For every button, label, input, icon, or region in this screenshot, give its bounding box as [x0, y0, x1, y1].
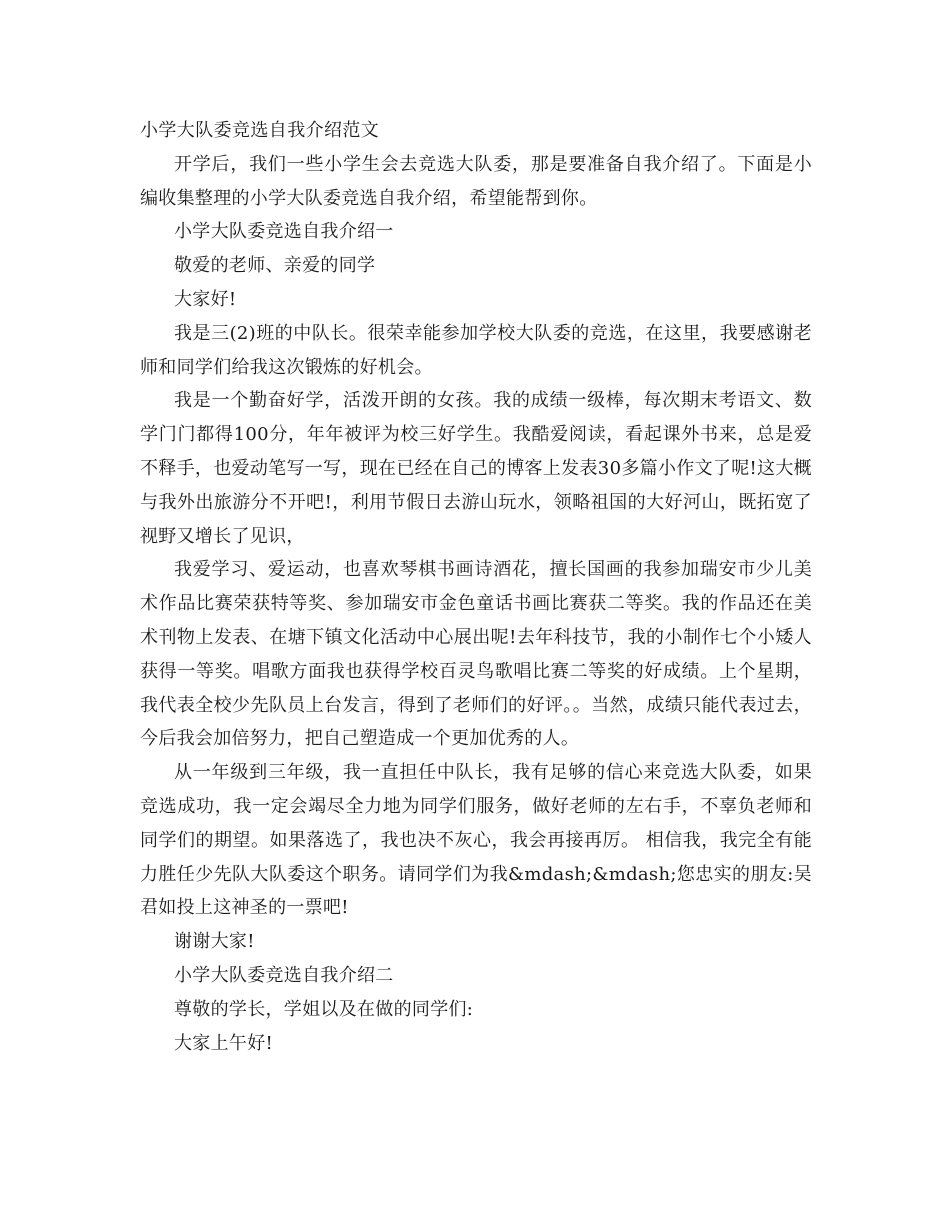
paragraph-study: 我是一个勤奋好学，活泼开朗的女孩。我的成绩一级棒，每次期末考语文、数学门门都得100分，年年被评为校三好学生。我酷爱阅读，看起课外书来，总是爱不释手，也爱动笔写一写，现在已经在自己的博客上发表30多篇小作文了呢!这大概与我外出旅游分不开吧!，利用节假日去游山玩水，领略祖国的大好河山，既拓宽了视野又增长了见识， — [140, 390, 812, 547]
paragraph-intro: 开学后，我们一些小学生会去竞选大队委，那是要准备自我介绍了。下面是小编收集整理的小学大队委竞选自我介绍，希望能帮到你。 — [140, 153, 812, 209]
closing-thanks: 谢谢大家! — [174, 931, 255, 953]
paragraph-hobbies: 我爱学习、爱运动，也喜欢琴棋书画诗酒花，擅长国画的我参加瑞安市少儿美术作品比赛荣获特等奖、参加瑞安市金色童话书画比赛获二等奖。我的作品还在美术刊物上发表、在塘下镇文化活动中心展出呢!去年科技节，我的小制作七个小矮人获得一等奖。唱歌方面我也获得学校百灵鸟歌唱比赛二等奖的好成绩。上个星期，我代表全校少先队员上台发言，得到了老师们的好评。。当然，成绩只能代表过去，今后我会加倍努力，把自己塑造成一个更加优秀的人。 — [140, 559, 812, 750]
greeting: 大家好! — [174, 288, 237, 310]
document-title: 小学大队委竞选自我介绍范文 — [140, 120, 380, 141]
salutation-two: 尊敬的学长，学姐以及在做的同学们: — [174, 998, 474, 1020]
paragraph-introduction: 我是三(2)班的中队长。很荣幸能参加学校大队委的竞选，在这里，我要感谢老师和同学们给我这次锻炼的好机会。 — [140, 322, 812, 378]
section-heading-two: 小学大队委竞选自我介绍二 — [174, 964, 394, 986]
section-heading-one: 小学大队委竞选自我介绍一 — [174, 221, 394, 243]
document-page — [140, 114, 812, 1060]
greeting-two: 大家上午好! — [174, 1032, 274, 1054]
paragraph-commitment: 从一年级到三年级，我一直担任中队长，我有足够的信心来竞选大队委，如果竞选成功，我一定会竭尽全力地为同学们服务，做好老师的左右手，不辜负老师和同学们的期望。如果落选了，我也决不灰心，我会再接再厉。 相信我，我完全有能力胜任少先队大队委这个职务。请同学们为我&mdash;&mdash;您忠实的朋友:吴君如投上这神圣的一票吧! — [140, 762, 812, 919]
salutation: 敬爱的老师、亲爱的同学 — [174, 255, 376, 277]
